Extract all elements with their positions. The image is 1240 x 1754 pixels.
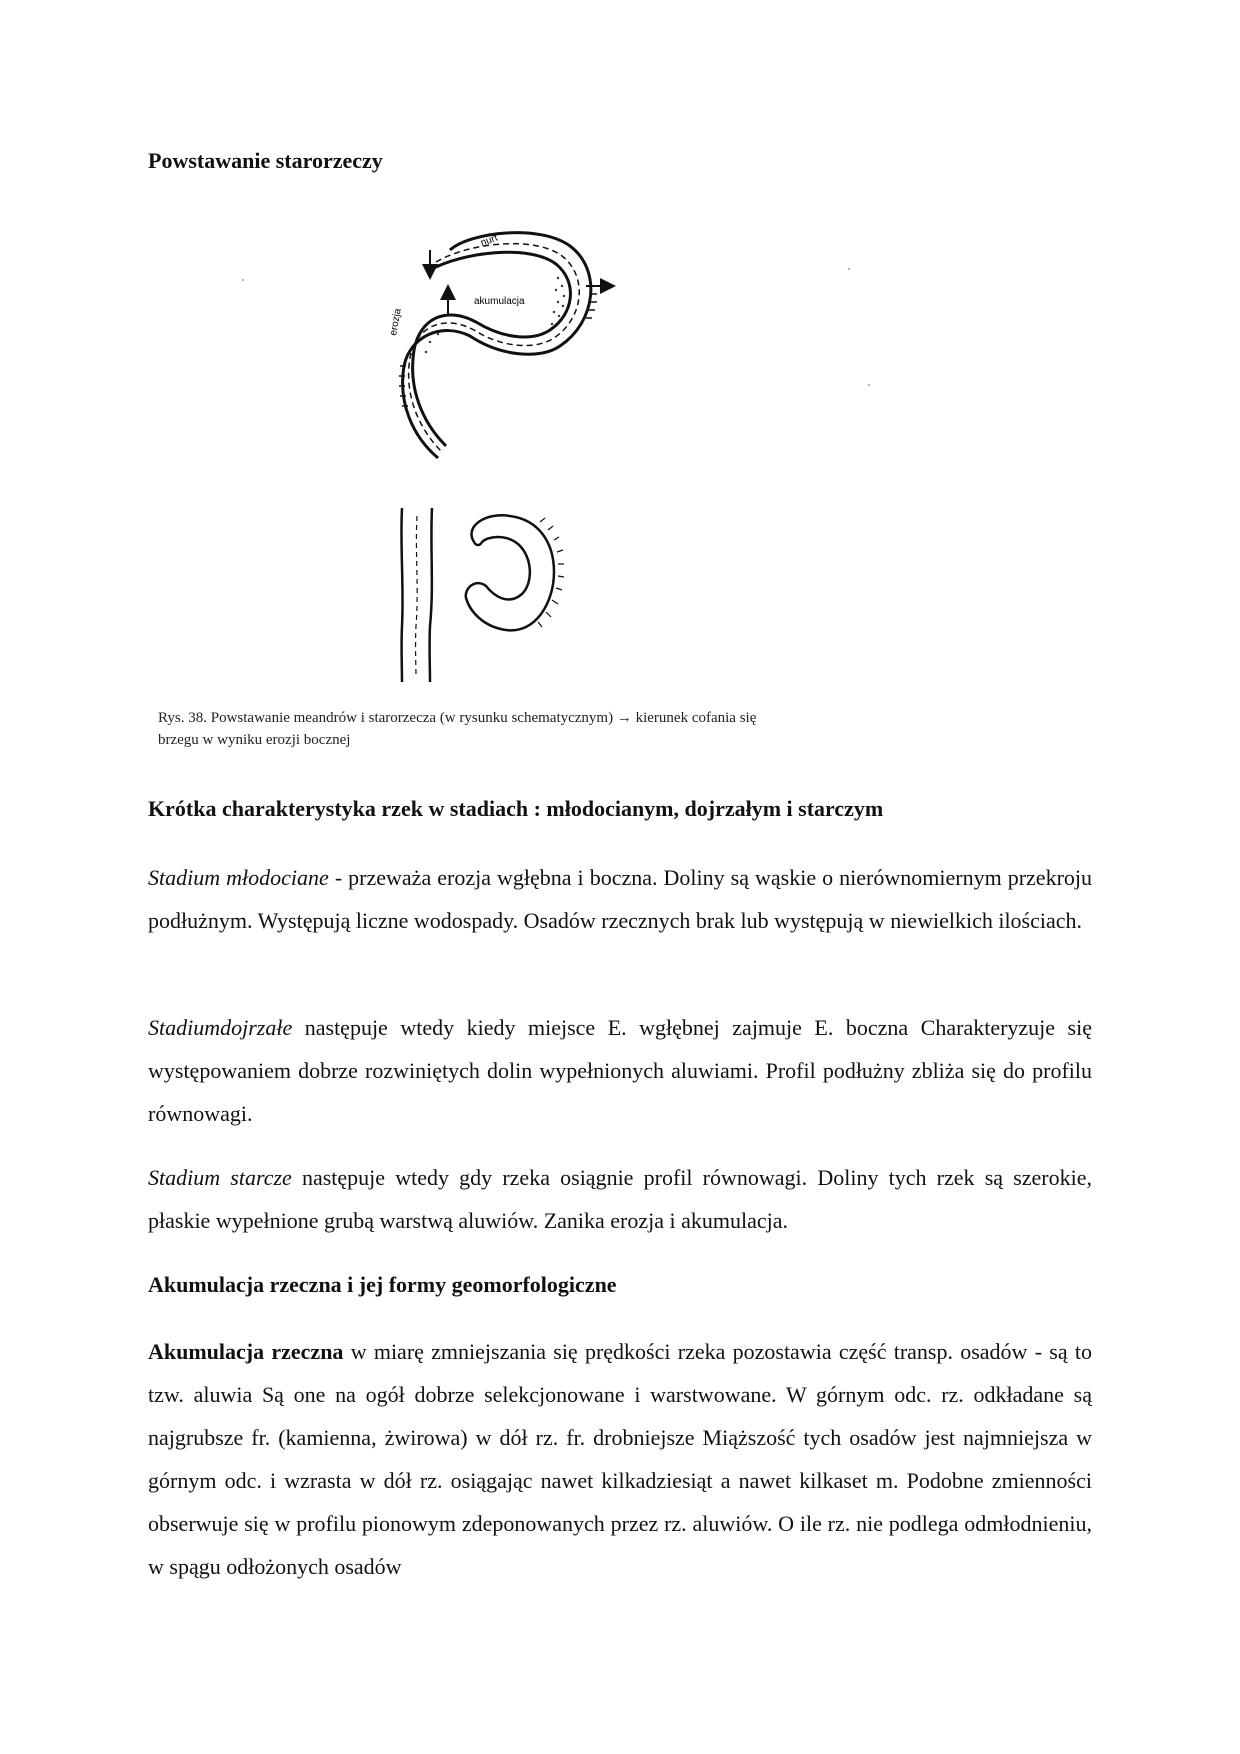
term-mature-stage: Stadiumdojrzałe: [148, 1015, 293, 1040]
oxbow-lake: [466, 515, 554, 630]
text-old-stage: następuje wtedy gdy rzeka osiągnie profil równowagi. Doliny tych rzek są szerokie, płaskie wypełnione grubą warstwą aluwiów. Zanika erozja i akumulacja.: [148, 1165, 1092, 1233]
text-mature-stage: następuje wtedy kiedy miejsce E. wgłębnej zajmuje E. boczna Charakteryzuje się występowaniem dobrze rozwiniętych dolin wypełnionych aluwiami. Profil podłużny zbliża się do profilu równowagi.: [148, 1015, 1092, 1126]
scan-speck: [848, 268, 850, 270]
label-erozja: erozja: [388, 307, 404, 337]
page-title: Powstawanie starorzeczy: [148, 148, 383, 173]
meander-inner-bank: [413, 252, 571, 446]
label-nurt: nurt: [479, 232, 500, 249]
text-young-stage: - przeważa erozja wgłębna i boczna. Doliny są wąskie o nierównomiernym przekroju podłużnym. Występują liczne wodospady. Osadów rzecznych brak lub występują w niewielkich ilościach.: [148, 865, 1093, 933]
figure-caption-line1: Rys. 38. Powstawanie meandrów i starorzecza (w rysunku schematycznym) → kierunek cofania się: [158, 710, 757, 726]
straight-river-left-bank: [401, 508, 402, 682]
term-old-stage: Stadium starcze: [148, 1165, 292, 1190]
meander-figure: [390, 226, 670, 686]
paragraph-young-stage: [148, 856, 1092, 942]
text-river-accumulation: w miarę zmniejszania się prędkości rzeka pozostawia część transp. osadów - są to tzw. aluwia Są one na ogół dobrze selekcjonowane i warstwowane. W górnym odc. rz. odkładane są najgrubsze fr. (kamienna, żwirowa) w dół rz. fr. drobniejsze Miąższość tych osadów jest najmniejsza w górnym odc. i wzrasta w dół rz. osiągając nawet kilkadziesiąt a nawet kilkaset m. Podobne zmienności obserwuje się w profilu pionowym zdeponowanych przez rz. aluwiów. O ile rz. nie podlega odmłodnieniu, w spągu odłożonych osadów: [148, 1339, 1092, 1579]
figure-caption: [158, 707, 918, 751]
straight-river-current: [416, 516, 418, 678]
paragraph-mature-stage: [148, 1006, 1092, 1135]
term-young-stage: Stadium młodociane: [148, 865, 329, 890]
paragraph-river-accumulation: [148, 1330, 1092, 1588]
scan-speck: [868, 384, 870, 386]
scan-speck: [242, 279, 244, 281]
term-river-accumulation: Akumulacja rzeczna: [148, 1339, 344, 1364]
straight-river-right-bank: [430, 508, 432, 682]
section-heading-stages: Krótka charakterystyka rzek w stadiach : młodocianym, dojrzałym i starczym: [148, 796, 884, 821]
label-akumulacja: akumulacja: [474, 296, 525, 307]
section-heading-accumulation: Akumulacja rzeczna i jej formy geomorfologiczne: [148, 1272, 617, 1297]
figure-caption-line2: brzegu w wyniku erozji bocznej: [158, 732, 351, 748]
paragraph-old-stage: [148, 1156, 1092, 1242]
